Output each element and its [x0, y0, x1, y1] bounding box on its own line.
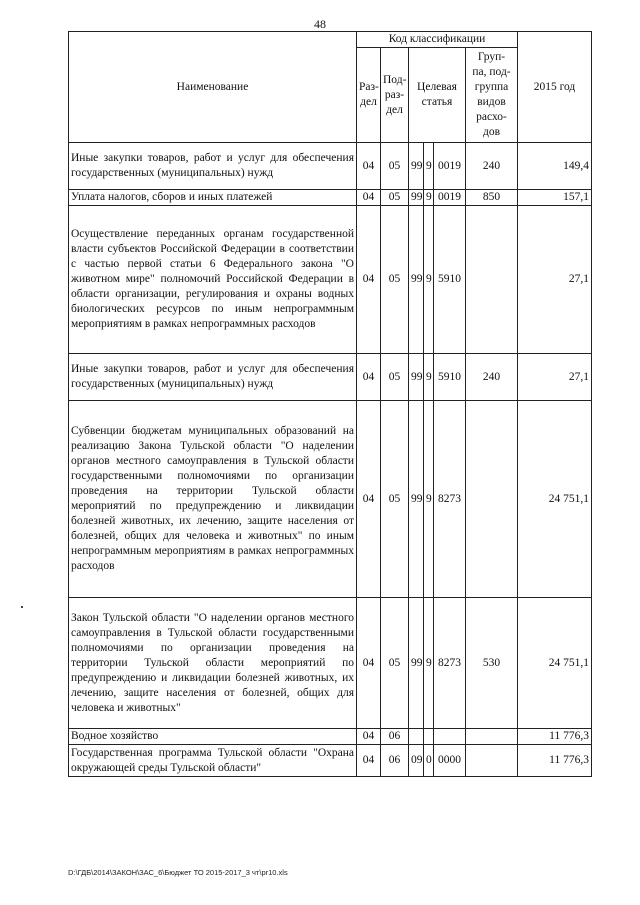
row-name: Закон Тульской области "О наделении органов местного самоуправления в Тульской области государственными полномочиями по организации проведения на территории Тульской области мероприятий по предупреждению и ликвидации болезней животных, их лечению, защите населения от болезней, общих для человека и животных" [69, 598, 357, 729]
header-code: Код классификации [357, 32, 518, 48]
row-target-subprogram: 0 [424, 745, 434, 777]
header-name: Наименование [69, 32, 357, 143]
row-name: Субвенции бюджетам муниципальных образований на реализацию Закона Тульской области "О наделении органов местного самоуправления в Тульской области государственными полномочиями по организации проведения на территории Тульской области мероприятий по предупреждению и ликвидации болезней животных, их лечению, защите населения от болезней, общих для человека и животных" по иным непрограммным мероприятиям в рамках непрограммных расходов [69, 401, 357, 598]
row-amount: 11 776,3 [518, 729, 592, 745]
row-group [466, 206, 518, 354]
row-target-direction: 0019 [434, 190, 466, 206]
table-row [69, 143, 592, 190]
table-row [69, 354, 592, 401]
margin-dot [21, 606, 23, 608]
row-group [466, 745, 518, 777]
row-target-program: 99 [409, 206, 424, 354]
row-subsection: 05 [381, 206, 409, 354]
row-target-direction: 0000 [434, 745, 466, 777]
row-group: 240 [466, 143, 518, 190]
table-row [69, 729, 592, 745]
row-subsection: 05 [381, 190, 409, 206]
page-number: 48 [314, 17, 326, 31]
row-group [466, 401, 518, 598]
table-row [69, 206, 592, 354]
row-target-subprogram: 9 [424, 190, 434, 206]
row-target-subprogram: 9 [424, 354, 434, 401]
row-target-direction: 8273 [434, 598, 466, 729]
row-subsection: 05 [381, 143, 409, 190]
header-subsection: Под- раз- дел [381, 48, 409, 143]
row-target-subprogram: 9 [424, 401, 434, 598]
row-target-direction: 8273 [434, 401, 466, 598]
row-target-program: 99 [409, 143, 424, 190]
row-amount: 149,4 [518, 143, 592, 190]
row-section: 04 [357, 354, 381, 401]
row-section: 04 [357, 729, 381, 745]
row-target-direction [434, 729, 466, 745]
row-amount: 11 776,3 [518, 745, 592, 777]
row-group: 530 [466, 598, 518, 729]
row-target-program [409, 729, 424, 745]
table-row [69, 598, 592, 729]
row-amount: 27,1 [518, 206, 592, 354]
row-section: 04 [357, 401, 381, 598]
row-name: Иные закупки товаров, работ и услуг для обеспечения государственных (муниципальных) нужд [69, 143, 357, 190]
row-name: Государственная программа Тульской области "Охрана окружающей среды Тульской области" [69, 745, 357, 777]
row-subsection: 06 [381, 745, 409, 777]
budget-table [68, 31, 592, 777]
row-name: Водное хозяйство [69, 729, 357, 745]
row-section: 04 [357, 598, 381, 729]
row-subsection: 05 [381, 354, 409, 401]
header-target: Целевая статья [409, 48, 466, 143]
row-name: Осуществление переданных органам государственной власти субъектов Российской Федерации в соответствии с частью первой статьи 6 Федерального закона "О животном мире" полномочий Российской Федерации в области организации, регулирования и охраны водных биологических ресурсов по иным непрограммным мероприятиям в рамках непрограммных расходов [69, 206, 357, 354]
row-target-program: 99 [409, 190, 424, 206]
row-subsection: 05 [381, 401, 409, 598]
row-section: 04 [357, 206, 381, 354]
row-amount: 157,1 [518, 190, 592, 206]
row-target-program: 09 [409, 745, 424, 777]
table-row [69, 745, 592, 777]
row-subsection: 05 [381, 598, 409, 729]
table-row [69, 190, 592, 206]
row-group [466, 729, 518, 745]
row-amount: 24 751,1 [518, 401, 592, 598]
row-target-subprogram [424, 729, 434, 745]
row-subsection: 06 [381, 729, 409, 745]
row-target-program: 99 [409, 598, 424, 729]
row-name: Уплата налогов, сборов и иных платежей [69, 190, 357, 206]
row-target-program: 99 [409, 354, 424, 401]
header-row-top [69, 32, 592, 48]
row-target-program: 99 [409, 401, 424, 598]
row-target-subprogram: 9 [424, 598, 434, 729]
row-section: 04 [357, 190, 381, 206]
header-section: Раз- дел [357, 48, 381, 143]
row-target-direction: 0019 [434, 143, 466, 190]
row-group: 240 [466, 354, 518, 401]
file-path-footer: D:\ГДБ\2014\ЗАКОН\ЗАС_6\Бюджет ТО 2015-2017_3 чт\pr10.xls [68, 868, 288, 877]
row-target-subprogram: 9 [424, 143, 434, 190]
row-target-subprogram: 9 [424, 206, 434, 354]
header-year: 2015 год [518, 32, 592, 143]
row-section: 04 [357, 143, 381, 190]
row-amount: 27,1 [518, 354, 592, 401]
row-target-direction: 5910 [434, 354, 466, 401]
row-name: Иные закупки товаров, работ и услуг для обеспечения государственных (муниципальных) нужд [69, 354, 357, 401]
table-row [69, 401, 592, 598]
row-amount: 24 751,1 [518, 598, 592, 729]
row-section: 04 [357, 745, 381, 777]
header-group: Груп- па, под- группа видов расхо- дов [466, 48, 518, 143]
row-group: 850 [466, 190, 518, 206]
row-target-direction: 5910 [434, 206, 466, 354]
